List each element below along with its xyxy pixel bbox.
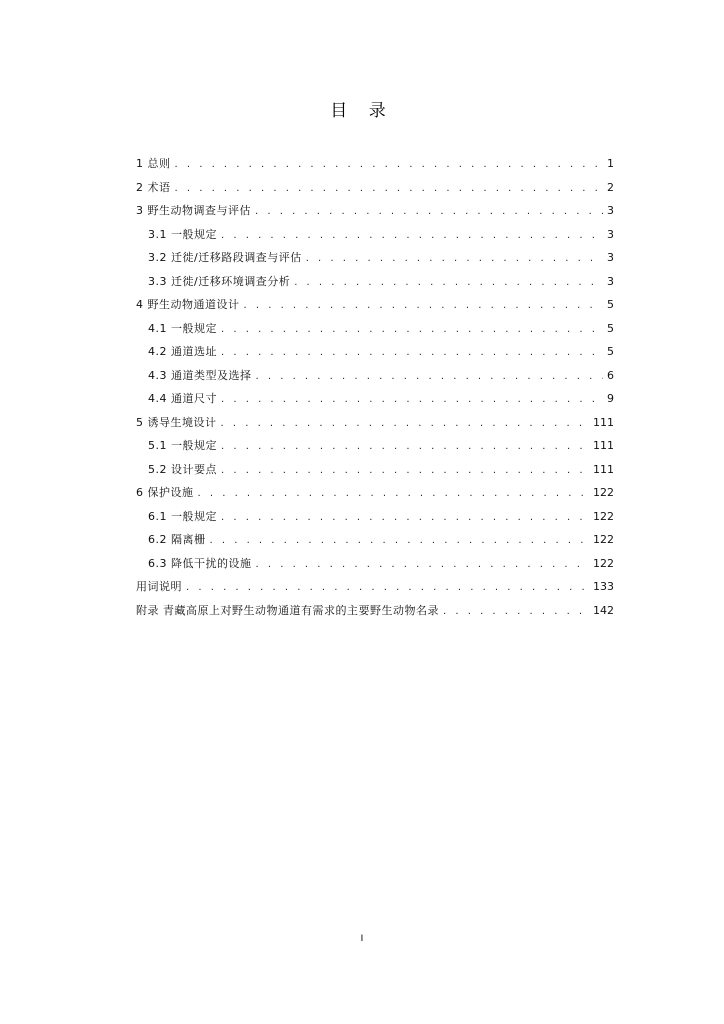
table-of-contents (136, 152, 614, 622)
toc-dot-leader (244, 294, 604, 318)
toc-entry-page: 5 (607, 298, 614, 311)
toc-entry-label: 3 野生动物调查与评估 (136, 204, 251, 217)
toc-entry[interactable] (136, 481, 614, 505)
toc-entry-label: 6 保护设施 (136, 486, 194, 499)
toc-entry-page: 6 (607, 368, 614, 382)
toc-entry-label: 6.2 隔离栅 (148, 533, 206, 546)
toc-entry[interactable] (136, 176, 614, 200)
toc-entry-label: 3.1 一般规定 (148, 227, 217, 241)
toc-entry[interactable] (136, 528, 614, 552)
toc-entry-page: 122 (593, 533, 614, 546)
toc-entry[interactable] (136, 505, 614, 529)
toc-entry-label: 4.1 一般规定 (148, 321, 217, 335)
toc-entry-label: 1 总则 (136, 157, 171, 170)
toc-entry-page: 5 (607, 345, 614, 358)
toc-entry-label: 4.2 通道选址 (148, 345, 217, 358)
toc-dot-leader (443, 600, 589, 624)
toc-dot-leader (221, 506, 589, 530)
toc-entry[interactable] (136, 411, 614, 435)
toc-entry[interactable] (136, 223, 614, 247)
toc-entry-label: 附录 青藏高原上对野生动物通道有需求的主要野生动物名录 (136, 603, 439, 617)
toc-dot-leader (210, 529, 590, 553)
toc-entry[interactable] (136, 575, 614, 599)
toc-dot-leader (221, 341, 603, 365)
toc-entry-page: 9 (607, 392, 614, 405)
toc-entry[interactable] (136, 199, 614, 223)
toc-entry[interactable] (136, 340, 614, 364)
toc-entry-page: 122 (593, 556, 614, 570)
toc-entry-page: 3 (607, 227, 614, 241)
toc-entry[interactable] (136, 317, 614, 341)
toc-entry-page: 3 (607, 251, 614, 264)
page-number: I (360, 934, 364, 944)
toc-dot-leader (255, 200, 603, 224)
toc-entry[interactable] (136, 364, 614, 388)
toc-entry-label: 3.3 迁徙/迁移环境调查分析 (148, 274, 291, 288)
toc-entry-page: 111 (593, 462, 614, 476)
toc-dot-leader (221, 435, 589, 459)
toc-entry-page: 111 (593, 415, 614, 429)
toc-entry[interactable] (136, 270, 614, 294)
toc-entry[interactable] (136, 387, 614, 411)
toc-dot-leader (221, 459, 589, 483)
toc-dot-leader (256, 365, 604, 389)
toc-entry-page: 122 (593, 509, 614, 523)
toc-entry-page: 3 (607, 204, 614, 217)
toc-entry[interactable] (136, 552, 614, 576)
toc-entry-page: 1 (607, 157, 614, 170)
toc-title: 目 录 (330, 101, 394, 121)
toc-dot-leader (186, 576, 589, 600)
toc-dot-leader (221, 388, 603, 412)
toc-dot-leader (221, 224, 603, 248)
toc-entry-label: 用词说明 (136, 580, 182, 593)
toc-dot-leader (198, 482, 590, 506)
toc-dot-leader (221, 412, 590, 436)
toc-entry-page: 122 (593, 486, 614, 499)
toc-entry-label: 6.3 降低干扰的设施 (148, 556, 252, 570)
toc-entry-page: 3 (607, 274, 614, 288)
toc-entry[interactable] (136, 599, 614, 623)
toc-entry[interactable] (136, 246, 614, 270)
toc-entry-label: 3.2 迁徙/迁移路段调查与评估 (148, 251, 302, 264)
toc-entry[interactable] (136, 293, 614, 317)
toc-dot-leader (294, 271, 603, 295)
toc-dot-leader (256, 553, 590, 577)
toc-entry-label: 4.4 通道尺寸 (148, 392, 217, 405)
toc-entry[interactable] (136, 152, 614, 176)
toc-entry-page: 142 (593, 603, 614, 617)
toc-entry-page: 111 (593, 439, 614, 452)
toc-entry-page: 5 (607, 321, 614, 335)
toc-entry-label: 6.1 一般规定 (148, 509, 217, 523)
toc-dot-leader (221, 318, 603, 342)
toc-entry-label: 4 野生动物通道设计 (136, 298, 240, 311)
toc-entry-label: 4.3 通道类型及选择 (148, 368, 252, 382)
toc-entry-label: 5 诱导生境设计 (136, 415, 217, 429)
toc-dot-leader (306, 247, 603, 271)
toc-entry[interactable] (136, 458, 614, 482)
toc-entry[interactable] (136, 434, 614, 458)
toc-entry-label: 5.1 一般规定 (148, 439, 217, 452)
toc-entry-page: 133 (593, 580, 614, 593)
toc-entry-page: 2 (607, 180, 614, 194)
toc-dot-leader (175, 153, 604, 177)
toc-dot-leader (175, 177, 604, 201)
toc-entry-label: 5.2 设计要点 (148, 462, 217, 476)
toc-entry-label: 2 术语 (136, 180, 171, 194)
